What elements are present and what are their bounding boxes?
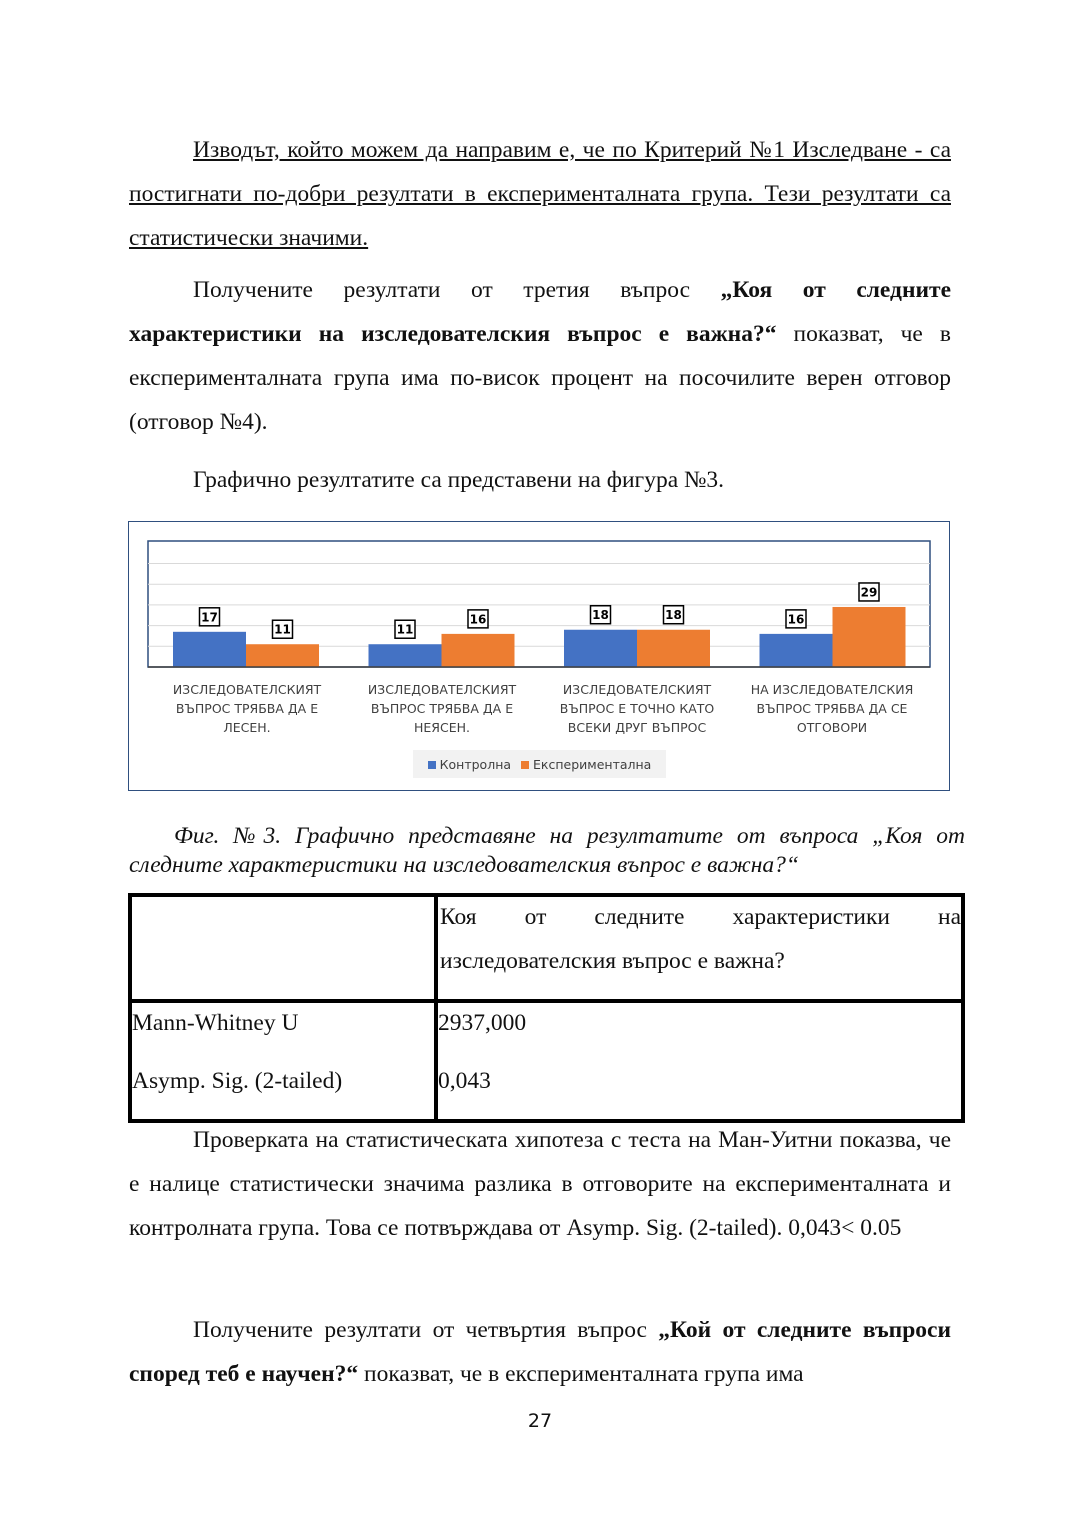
question4-intro: Получените резултати от четвъртия въпрос [193, 1317, 659, 1343]
table-header-empty-cell [130, 895, 436, 1001]
bar-experimental-2 [442, 634, 515, 667]
legend-swatch-experimental [521, 761, 529, 769]
category-label-1: ИЗСЛЕДОВАТЕЛСКИЯТ ВЪПРОС ТРЯБВА ДА Е ЛЕСЕН. [172, 682, 322, 735]
bar-control-1 [173, 632, 246, 667]
data-label: 18 [665, 608, 682, 623]
chart-legend [413, 750, 666, 778]
data-label: 29 [860, 585, 878, 600]
page-number: 27 [527, 1410, 553, 1432]
bar-experimental-4 [833, 607, 906, 667]
bar-experimental-3 [637, 630, 710, 667]
question3-rest: показват, че в експерименталната група има по-висок процент на посочилите верен отговор (отговор №4). [129, 321, 951, 435]
legend-item-control [428, 757, 511, 772]
mann-whitney-table [128, 893, 965, 1123]
question3-intro: Получените резултати от третия въпрос [193, 277, 721, 303]
data-label: 16 [787, 612, 805, 627]
table-data-row [130, 1001, 963, 1121]
row-value-asymp-sig: 0,043 [438, 1068, 491, 1094]
legend-label-experimental: Експериментална [533, 756, 652, 772]
row-label-asymp-sig: Asymp. Sig. (2-tailed) [132, 1068, 343, 1094]
conclusion-paragraph: Изводът, който можем да направим е, че по Критерий №1 Изследване - са постигнати по-добри резултати в експерименталната група. Тези резултати са статистически значими. [129, 137, 951, 251]
question3-text: „Коя от следните характеристики на изследователския въпрос е важна?“ [129, 277, 951, 347]
hypothesis-paragraph: Проверката на статистическата хипотеза с теста на Ман-Уитни показва, че е налице статистически значима разлика в отговорите на експерименталната и контролната група. Това се потвърждава от Asymp. Sig. (2-tailed). 0,043< 0.05 [129, 1127, 951, 1241]
table-header-question-line1: Коя от следните характеристики на [440, 904, 961, 930]
question4-text: „Кой от следните въпроси според теб е научен?“ [129, 1317, 951, 1387]
table-header-row [130, 895, 963, 1001]
category-label-2: ИЗСЛЕДОВАТЕЛСКИЯТ ВЪПРОС ТРЯБВА ДА Е НЕЯСЕН. [367, 682, 517, 735]
data-label: 11 [274, 622, 291, 637]
data-label: 18 [592, 608, 609, 623]
legend-swatch-control [428, 761, 436, 769]
bar-experimental-1 [246, 644, 319, 667]
table-header-question-line2: изследователския въпрос е важна? [440, 948, 785, 974]
row-label-mann-whitney: Mann-Whitney U [132, 1010, 299, 1036]
figure-reference-paragraph: Графично резултатите са представени на фигура №3. [193, 467, 725, 493]
table-value-cell [436, 1001, 963, 1121]
question4-paragraph [129, 1308, 951, 1396]
category-label-3: ИЗСЛЕДОВАТЕЛСКИЯТ ВЪПРОС Е ТОЧНО КАТО ВСЕКИ ДРУГ ВЪПРОС [559, 682, 715, 735]
table-label-cell [130, 1001, 436, 1121]
table-header-question-cell [436, 895, 963, 1001]
figure-caption: Фиг. №3. Графично представяне на резултатите от въпроса „Коя от следните характеристики на изследователския въпрос е важна?“ [129, 823, 965, 878]
category-label-4: НА ИЗСЛЕДОВАТЕЛСКИЯ ВЪПРОС ТРЯБВА ДА СЕ ОТГОВОРИ [750, 682, 914, 735]
row-value-mann-whitney: 2937,000 [438, 1010, 527, 1036]
bar-control-3 [564, 630, 637, 667]
legend-item-experimental [521, 757, 651, 772]
bar-control-4 [760, 634, 833, 667]
legend-label-control: Контролна [439, 756, 512, 772]
bar-control-2 [369, 644, 442, 667]
data-label: 16 [469, 612, 487, 627]
data-label: 17 [201, 610, 218, 625]
data-label: 11 [396, 622, 414, 637]
question4-rest: показват, че в експерименталната група има [358, 1361, 804, 1387]
